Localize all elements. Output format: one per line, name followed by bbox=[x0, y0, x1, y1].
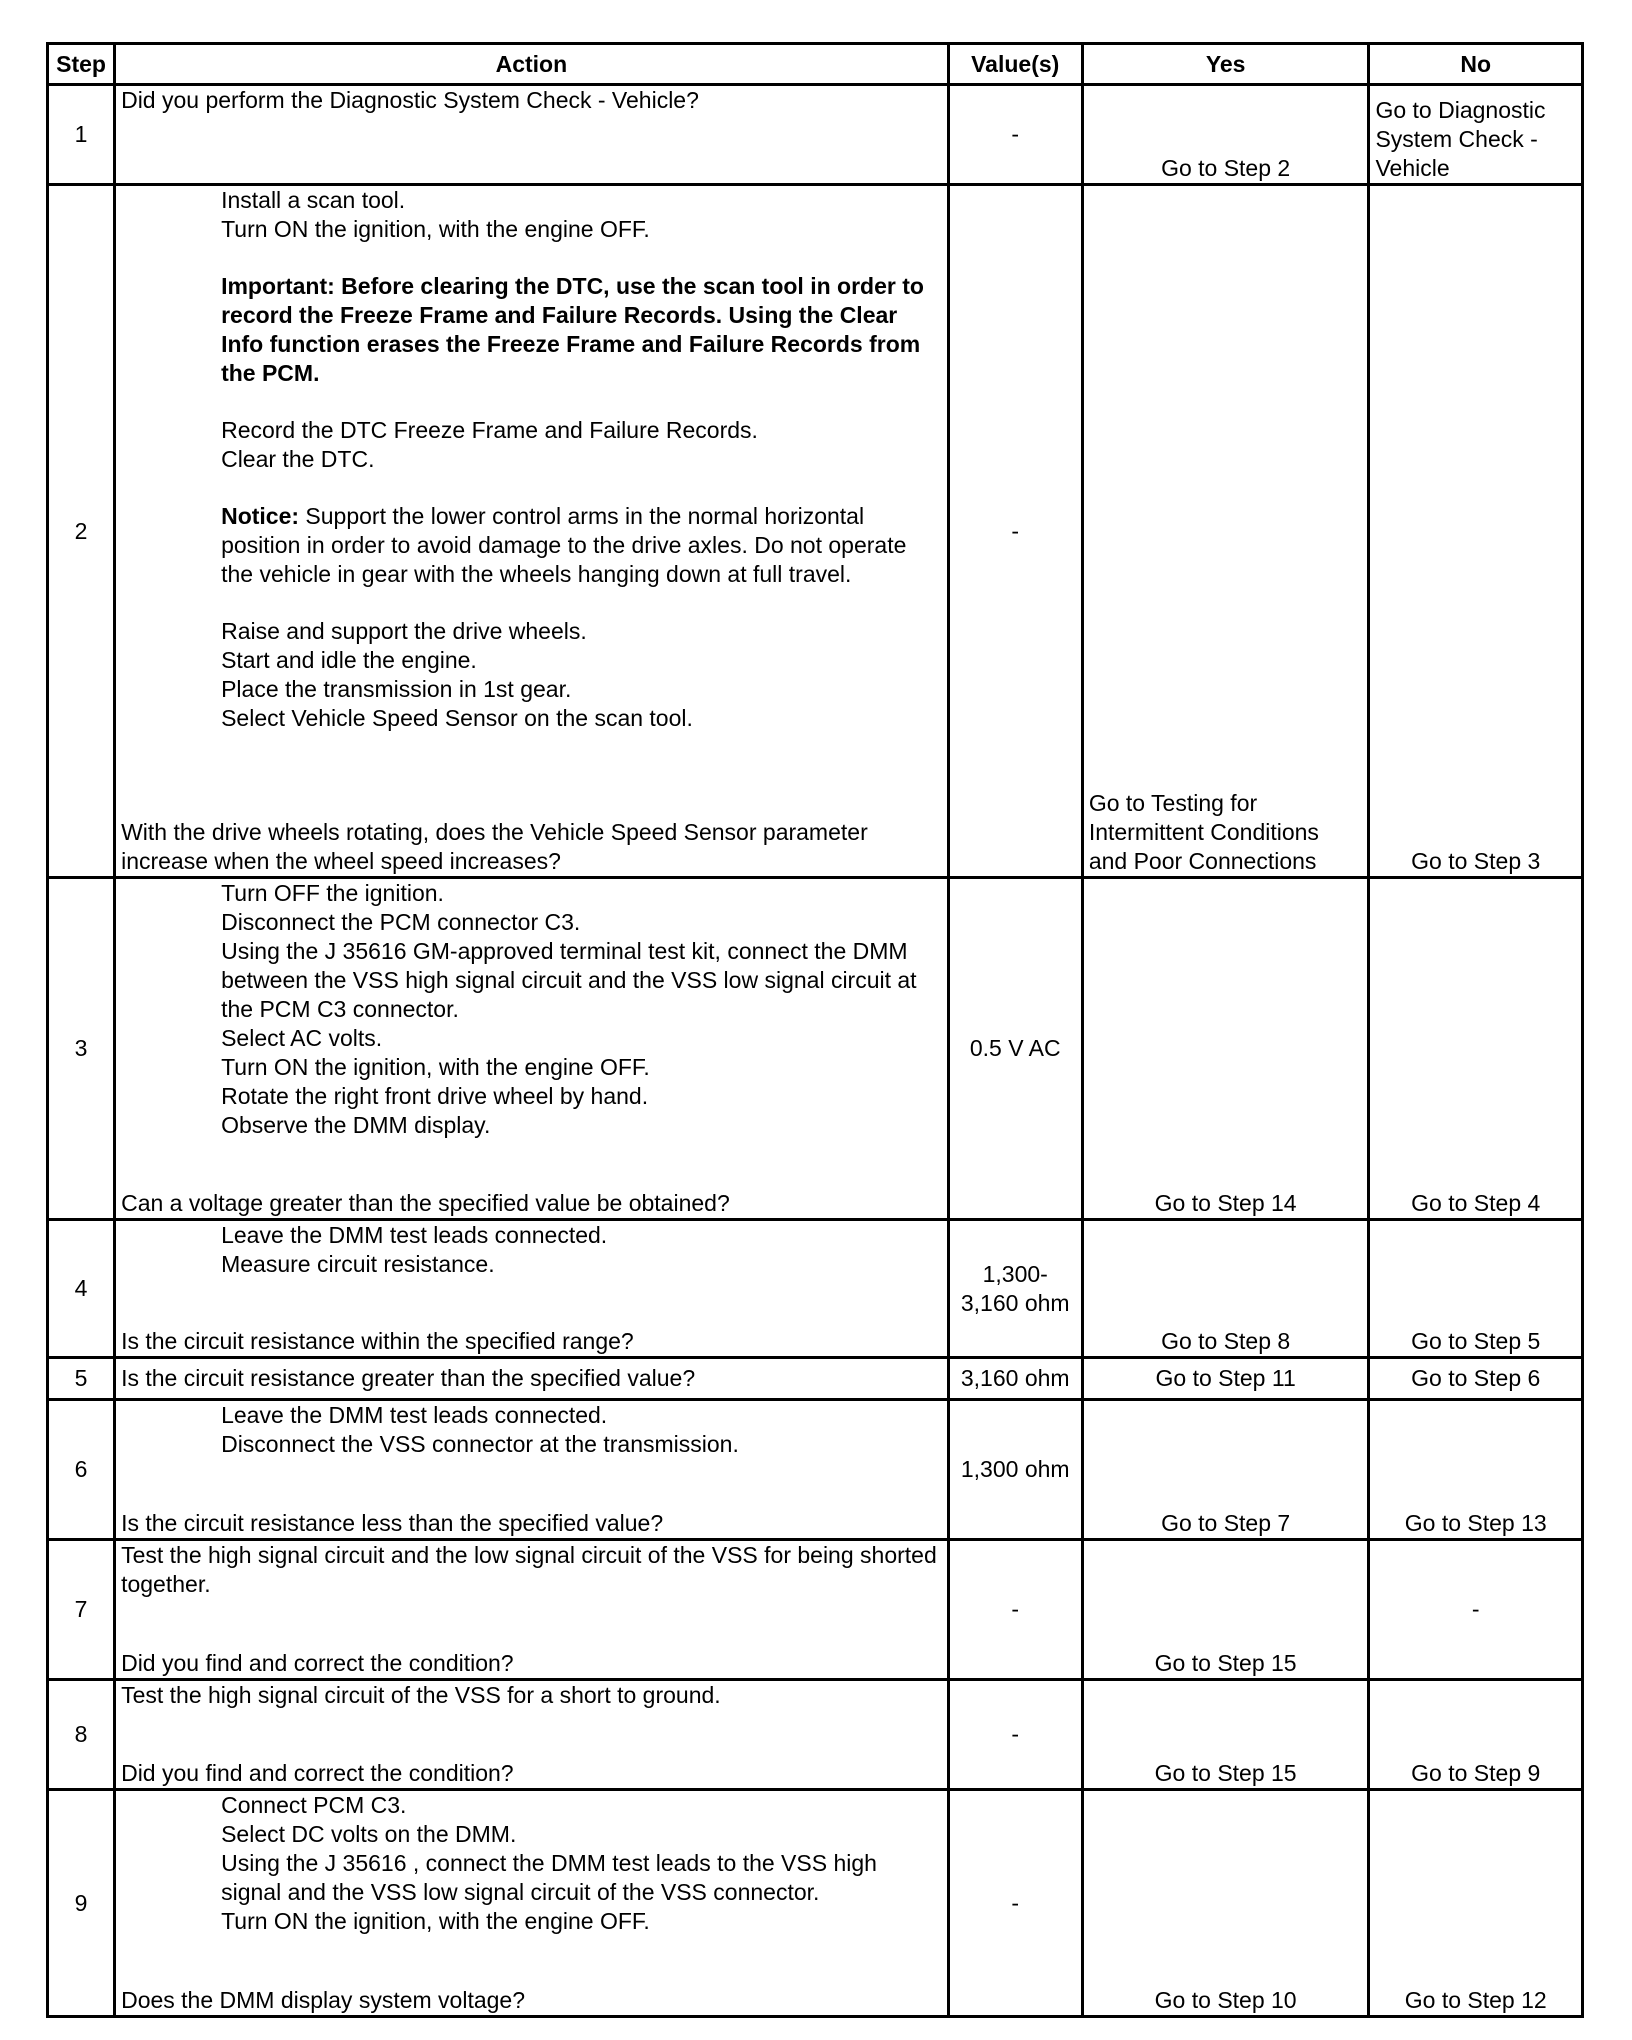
action-line: Leave the DMM test leads connected. bbox=[221, 1402, 608, 1428]
action-cell bbox=[115, 185, 949, 878]
header-no: No bbox=[1369, 44, 1583, 85]
step-number: 3 bbox=[48, 878, 115, 1220]
header-yes: Yes bbox=[1082, 44, 1369, 85]
table-row bbox=[48, 1220, 1583, 1358]
action-question: Did you find and correct the condition? bbox=[121, 1760, 514, 1786]
yes-cell: Go to Step 15 bbox=[1082, 1540, 1369, 1680]
action-cell bbox=[115, 1400, 949, 1540]
action-cell bbox=[115, 85, 949, 185]
action-line: Start and idle the engine. bbox=[221, 647, 477, 673]
no-cell: Go to Diagnostic System Check - Vehicle bbox=[1369, 85, 1583, 185]
table-row bbox=[48, 1400, 1583, 1540]
value-cell: 1,300- 3,160 ohm bbox=[948, 1220, 1082, 1358]
yes-cell: Go to Step 11 bbox=[1082, 1358, 1369, 1400]
no-cell: Go to Step 13 bbox=[1369, 1400, 1583, 1540]
action-cell bbox=[115, 1220, 949, 1358]
yes-cell: Go to Step 15 bbox=[1082, 1680, 1369, 1790]
action-question: Did you perform the Diagnostic System Check - Vehicle? bbox=[121, 87, 699, 113]
yes-cell: Go to Step 8 bbox=[1082, 1220, 1369, 1358]
action-line: Select DC volts on the DMM. bbox=[221, 1821, 517, 1847]
action-question: Did you find and correct the condition? bbox=[121, 1650, 514, 1676]
action-line: Rotate the right front drive wheel by hand. bbox=[221, 1083, 649, 1109]
action-line: Select AC volts. bbox=[221, 1025, 383, 1051]
action-line: Place the transmission in 1st gear. bbox=[221, 676, 572, 702]
value-cell: 3,160 ohm bbox=[948, 1358, 1082, 1400]
no-cell: Go to Step 3 bbox=[1369, 185, 1583, 878]
no-cell: Go to Step 4 bbox=[1369, 878, 1583, 1220]
no-cell: Go to Step 12 bbox=[1369, 1790, 1583, 2017]
notice-note bbox=[121, 502, 942, 589]
no-cell: Go to Step 9 bbox=[1369, 1680, 1583, 1790]
value-cell: 1,300 ohm bbox=[948, 1400, 1082, 1540]
table-row bbox=[48, 1790, 1583, 2017]
value-cell: - bbox=[948, 1680, 1082, 1790]
step-number: 4 bbox=[48, 1220, 115, 1358]
action-line: Clear the DTC. bbox=[221, 446, 375, 472]
step-number: 2 bbox=[48, 185, 115, 878]
action-line: Using the J 35616 , connect the DMM test leads to the VSS high signal and the VSS low signal circuit of the VSS connector. bbox=[221, 1850, 877, 1905]
diagnostic-table bbox=[46, 42, 1584, 2018]
step-number: 7 bbox=[48, 1540, 115, 1680]
action-line: Turn ON the ignition, with the engine OFF. bbox=[221, 216, 650, 242]
value-cell: - bbox=[948, 185, 1082, 878]
yes-cell: Go to Step 7 bbox=[1082, 1400, 1369, 1540]
notice-label: Notice: bbox=[221, 503, 300, 529]
action-line: Connect PCM C3. bbox=[221, 1792, 407, 1818]
action-line: Record the DTC Freeze Frame and Failure Records. bbox=[221, 417, 758, 443]
value-cell: - bbox=[948, 1540, 1082, 1680]
step-number: 9 bbox=[48, 1790, 115, 2017]
action-line: Observe the DMM display. bbox=[221, 1112, 491, 1138]
action-line: Using the J 35616 GM-approved terminal test kit, connect the DMM between the VSS high signal circuit and the VSS low signal circuit at the PCM C3 connector. bbox=[221, 938, 917, 1022]
action-question: Is the circuit resistance greater than the specified value? bbox=[121, 1365, 696, 1391]
no-cell: Go to Step 5 bbox=[1369, 1220, 1583, 1358]
action-question: Is the circuit resistance less than the specified value? bbox=[121, 1510, 664, 1536]
action-cell bbox=[115, 1680, 949, 1790]
table-row bbox=[48, 1680, 1583, 1790]
action-line: Turn ON the ignition, with the engine OFF. bbox=[221, 1054, 650, 1080]
step-number: 8 bbox=[48, 1680, 115, 1790]
table-row bbox=[48, 1540, 1583, 1680]
action-question: Can a voltage greater than the specified value be obtained? bbox=[121, 1190, 730, 1216]
action-line: Disconnect the PCM connector C3. bbox=[221, 909, 581, 935]
important-note: Important: Before clearing the DTC, use the scan tool in order to record the Freeze Frame and Failure Records. Using the Clear Info function erases the Freeze Frame and Failure Records from the PCM. bbox=[221, 273, 924, 386]
action-line: Select Vehicle Speed Sensor on the scan tool. bbox=[221, 705, 693, 731]
action-question: With the drive wheels rotating, does the Vehicle Speed Sensor parameter increase when the wheel speed increases? bbox=[121, 819, 868, 874]
yes-cell: Go to Step 10 bbox=[1082, 1790, 1369, 2017]
table-row bbox=[48, 1358, 1583, 1400]
header-action: Action bbox=[115, 44, 949, 85]
table-row bbox=[48, 878, 1583, 1220]
table-row bbox=[48, 85, 1583, 185]
no-cell: - bbox=[1369, 1540, 1583, 1680]
action-line: Measure circuit resistance. bbox=[221, 1251, 495, 1277]
action-cell bbox=[115, 1358, 949, 1400]
yes-cell: Go to Testing for Intermittent Conditions and Poor Connections bbox=[1082, 185, 1369, 878]
action-line: Leave the DMM test leads connected. bbox=[221, 1222, 608, 1248]
step-number: 6 bbox=[48, 1400, 115, 1540]
header-values: Value(s) bbox=[948, 44, 1082, 85]
action-text: Test the high signal circuit of the VSS for a short to ground. bbox=[121, 1682, 721, 1708]
action-question: Is the circuit resistance within the specified range? bbox=[121, 1328, 634, 1354]
table-header-row bbox=[48, 44, 1583, 85]
action-line: Turn OFF the ignition. bbox=[221, 880, 444, 906]
action-cell bbox=[115, 1540, 949, 1680]
action-cell bbox=[115, 1790, 949, 2017]
action-cell bbox=[115, 878, 949, 1220]
value-cell: - bbox=[948, 1790, 1082, 2017]
step-number: 1 bbox=[48, 85, 115, 185]
action-line: Install a scan tool. bbox=[221, 187, 406, 213]
action-line: Disconnect the VSS connector at the transmission. bbox=[221, 1431, 739, 1457]
value-cell: - bbox=[948, 85, 1082, 185]
action-line: Raise and support the drive wheels. bbox=[221, 618, 587, 644]
action-question: Does the DMM display system voltage? bbox=[121, 1987, 526, 2013]
header-step: Step bbox=[48, 44, 115, 85]
action-line: Turn ON the ignition, with the engine OFF. bbox=[221, 1908, 650, 1934]
yes-cell: Go to Step 14 bbox=[1082, 878, 1369, 1220]
no-cell: Go to Step 6 bbox=[1369, 1358, 1583, 1400]
action-text: Test the high signal circuit and the low signal circuit of the VSS for being shorted together. bbox=[121, 1542, 937, 1597]
value-cell: 0.5 V AC bbox=[948, 878, 1082, 1220]
notice-text: Support the lower control arms in the normal horizontal position in order to avoid damage to the drive axles. Do not operate the vehicle in gear with the wheels hanging down at full travel. bbox=[221, 503, 907, 587]
step-number: 5 bbox=[48, 1358, 115, 1400]
table-row bbox=[48, 185, 1583, 878]
yes-cell: Go to Step 2 bbox=[1082, 85, 1369, 185]
